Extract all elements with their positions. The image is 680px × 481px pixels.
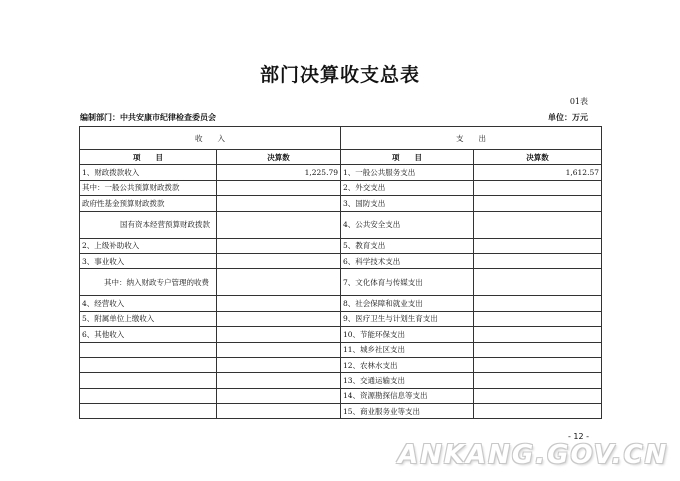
income-item: 政府性基金预算财政拨款 [80,196,217,211]
income-item [80,357,217,372]
income-amount [217,388,341,403]
unit-label: 单位：万元 [548,112,588,122]
income-amount [217,404,341,419]
table-row [80,196,602,211]
expense-item: 10、节能环保支出 [341,327,474,342]
column-header-row [80,150,602,165]
page-number: - 12 - [568,432,590,441]
expense-amount [474,196,602,211]
expense-amount [474,180,602,195]
expense-section-header: 支 出 [341,127,602,150]
table-row [80,357,602,372]
expense-amount [474,269,602,296]
expense-amount [474,388,602,403]
expense-amount [474,342,602,357]
budget-summary-table [79,126,602,419]
table-row [80,388,602,403]
income-item [80,388,217,403]
income-amount [217,269,341,296]
income-amount [217,327,341,342]
income-item-header: 项 目 [80,150,217,165]
expense-item: 9、医疗卫生与计划生育支出 [341,311,474,326]
income-amount [217,253,341,268]
income-item [80,404,217,419]
income-amount [217,373,341,388]
table-row [80,373,602,388]
income-amount [217,296,341,311]
expense-amount [474,404,602,419]
expense-item: 2、外交支出 [341,180,474,195]
expense-item: 7、文化体育与传媒支出 [341,269,474,296]
expense-amount [474,238,602,253]
expense-item-header: 项 目 [341,150,474,165]
table-row [80,327,602,342]
expense-amount [474,253,602,268]
income-item-text: 其中：纳入财政专户管理的收费 [104,277,209,287]
income-amount: 1,225.79 [217,165,341,180]
expense-item: 8、社会保障和就业支出 [341,296,474,311]
income-item [80,211,217,238]
expense-amount: 1,612.57 [474,165,602,180]
table-code: 01表 [569,97,588,106]
expense-amount [474,373,602,388]
income-item: 2、上级补助收入 [80,238,217,253]
site-watermark: ANKANG.GOV.CN [398,440,669,470]
income-amount [217,211,341,238]
expense-amount [474,357,602,372]
compiling-department: 编制部门：中共安康市纪律检查委员会 [80,112,216,122]
expense-item: 6、科学技术支出 [341,253,474,268]
income-item [80,342,217,357]
income-item-text: 国有资本经营预算财政拨款 [120,220,210,230]
table-row [80,269,602,296]
income-item: 6、其他收入 [80,327,217,342]
income-amount [217,238,341,253]
expense-amount [474,327,602,342]
expense-amount [474,211,602,238]
expense-amount-header: 决算数 [474,150,602,165]
expense-item: 3、国防支出 [341,196,474,211]
expense-item: 5、教育支出 [341,238,474,253]
expense-item: 4、公共安全支出 [341,211,474,238]
table-row [80,253,602,268]
section-header-row [80,127,602,150]
income-item: 1、财政拨款收入 [80,165,217,180]
income-item: 5、附属单位上缴收入 [80,311,217,326]
expense-item: 13、交通运输支出 [341,373,474,388]
expense-amount [474,296,602,311]
income-amount [217,180,341,195]
table-row [80,165,602,180]
income-amount [217,311,341,326]
table-row [80,211,602,238]
expense-item: 1、一般公共服务支出 [341,165,474,180]
table-row [80,404,602,419]
expense-item: 12、农林水支出 [341,357,474,372]
expense-item: 14、资源勘探信息等支出 [341,388,474,403]
income-amount [217,342,341,357]
income-amount-header: 决算数 [217,150,341,165]
table-row [80,238,602,253]
table-row [80,180,602,195]
table-row [80,342,602,357]
page-title: 部门决算收支总表 [259,64,420,86]
income-section-header: 收 入 [80,127,341,150]
expense-item: 11、城乡社区支出 [341,342,474,357]
expense-amount [474,311,602,326]
expense-item: 15、商业服务业等支出 [341,404,474,419]
income-item [80,269,217,296]
income-amount [217,196,341,211]
income-item: 其中：一般公共预算财政拨款 [80,180,217,195]
table-row [80,296,602,311]
table-row [80,311,602,326]
income-item: 4、经营收入 [80,296,217,311]
income-item: 3、事业收入 [80,253,217,268]
income-amount [217,357,341,372]
income-item [80,373,217,388]
